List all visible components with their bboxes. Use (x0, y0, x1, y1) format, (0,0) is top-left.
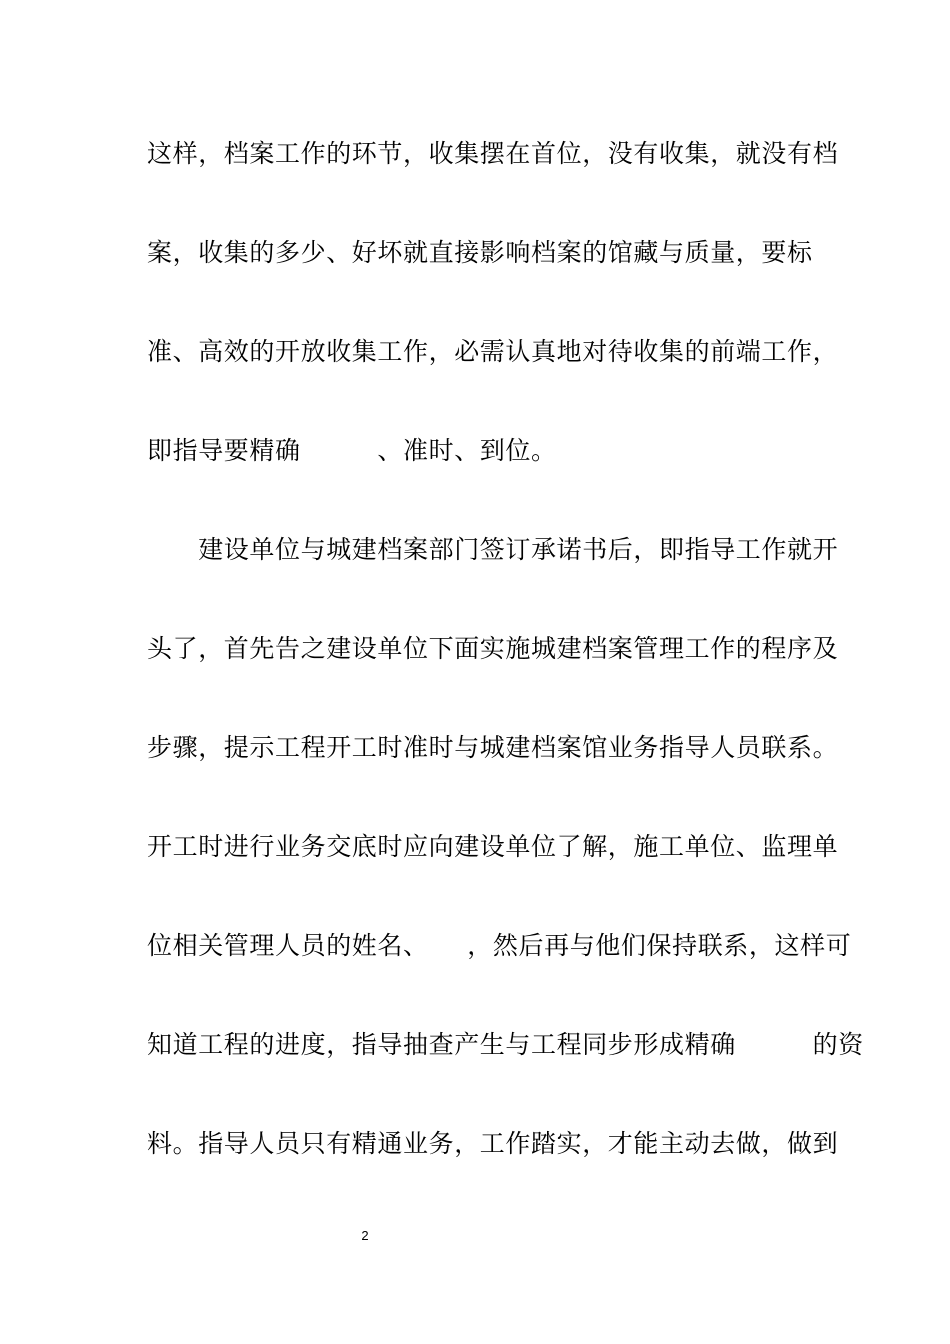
text-line-6: 头了，首先告之建设单位下面实施城建档案管理工作的程序及 (147, 634, 839, 663)
text-line-8: 开工时进行业务交底时应向建设单位了解，施工单位、监理单 (147, 832, 839, 861)
text-line-2: 案，收集的多少、好坏就直接影响档案的馆藏与质量，要标 (147, 238, 813, 267)
text-line-1: 这样，档案工作的环节，收集摆在首位，没有收集，就没有档 (147, 139, 839, 168)
text-line-11: 料。指导人员只有精通业务，工作踏实，才能主动去做，做到 (147, 1129, 839, 1158)
text-line-4: 即指导要精确 、准时、到位。 (147, 436, 557, 465)
text-line-10: 知道工程的进度，指导抽查产生与工程同步形成精确 的资 (147, 1030, 864, 1059)
page-number: 2 (361, 1228, 369, 1243)
text-line-3: 准、高效的开放收集工作，必需认真地对待收集的前端工作， (147, 337, 839, 366)
text-line-7: 步骤，提示工程开工时准时与城建档案馆业务指导人员联系。 (147, 733, 839, 762)
text-line-5: 建设单位与城建档案部门签订承诺书后，即指导工作就开 (147, 535, 839, 564)
text-line-9: 位相关管理人员的姓名、 ，然后再与他们保持联系，这样可 (147, 931, 852, 960)
